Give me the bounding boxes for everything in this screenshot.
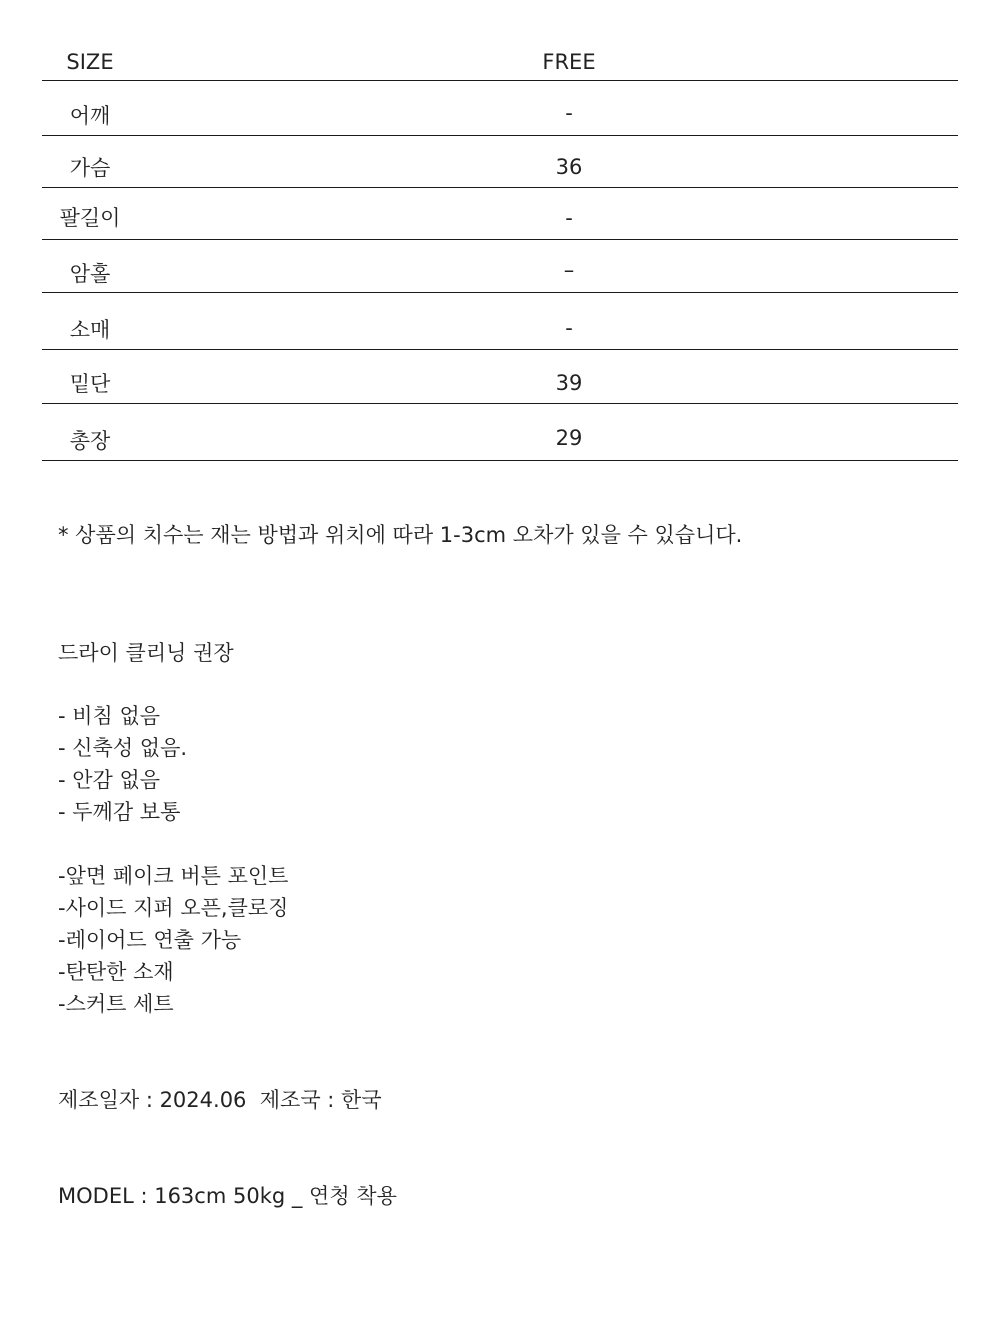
row-label-chest: 가슴 — [69, 156, 111, 180]
feature-item: -스커트 세트 — [58, 992, 174, 1016]
feature-item: -사이드 지퍼 오픈,클로징 — [58, 896, 289, 920]
feature-item: -레이어드 연출 가능 — [58, 928, 242, 952]
measurement-note: * 상품의 치수는 재는 방법과 위치에 따라 1-3cm 오차가 있을 수 있습니다. — [58, 523, 743, 547]
size-table-header — [42, 40, 958, 81]
size-table — [42, 40, 958, 461]
table-row — [42, 188, 958, 240]
manufacture-info: 제조일자 : 2024.06 제조국 : 한국 — [58, 1088, 382, 1112]
table-row — [42, 350, 958, 404]
row-value-total-length: 29 — [555, 426, 583, 450]
fabric-info-item: - 비침 없음 — [58, 704, 161, 728]
size-header-label: SIZE — [66, 50, 114, 74]
size-header-value: FREE — [542, 50, 596, 74]
feature-item: -탄탄한 소재 — [58, 960, 174, 984]
row-label-cuff: 소매 — [69, 318, 111, 342]
table-row — [42, 293, 958, 350]
care-instruction: 드라이 클리닝 권장 — [58, 641, 234, 665]
row-value-shoulder: - — [565, 101, 573, 125]
table-row — [42, 404, 958, 461]
model-info: MODEL : 163cm 50kg _ 연청 착용 — [58, 1184, 397, 1208]
fabric-info-item: - 두께감 보통 — [58, 800, 181, 824]
row-value-sleeve-length: - — [565, 206, 573, 230]
row-label-armhole: 암홀 — [69, 262, 111, 286]
row-label-hem: 밑단 — [69, 372, 111, 396]
row-value-cuff: - — [565, 316, 573, 340]
row-value-armhole: – — [563, 258, 575, 282]
fabric-info-item: - 신축성 없음. — [58, 736, 188, 760]
row-label-shoulder: 어깨 — [69, 104, 111, 128]
fabric-info-item: - 안감 없음 — [58, 768, 161, 792]
table-row — [42, 136, 958, 188]
row-value-hem: 39 — [555, 371, 583, 395]
table-row — [42, 81, 958, 136]
row-value-chest: 36 — [555, 155, 583, 179]
feature-item: -앞면 페이크 버튼 포인트 — [58, 864, 289, 888]
row-label-sleeve-length: 팔길이 — [59, 206, 121, 230]
table-row — [42, 240, 958, 293]
row-label-total-length: 총장 — [69, 429, 111, 453]
